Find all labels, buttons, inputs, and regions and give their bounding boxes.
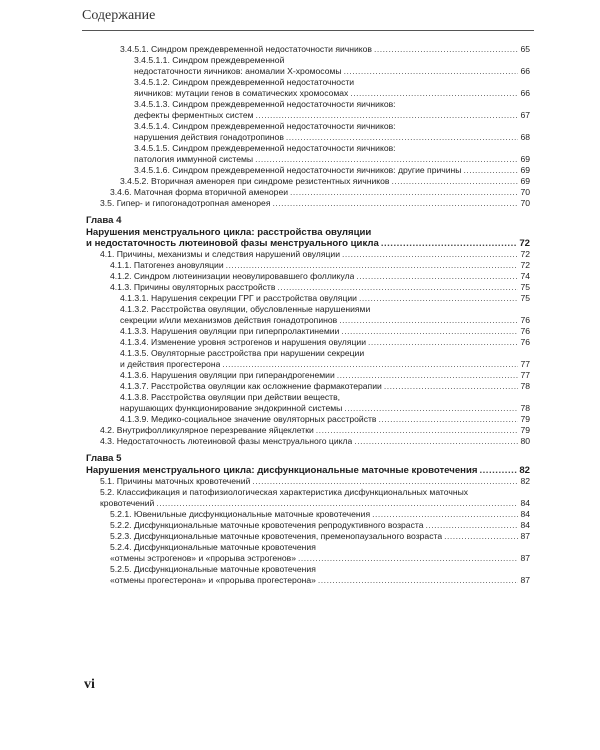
toc-entry[interactable] [0,165,530,176]
toc-entry-text: 4.1.3.5. Овуляторные расстройства при нарушении секреции [120,348,365,358]
toc-entry[interactable] [0,293,530,304]
toc-entry-line [110,509,530,520]
dot-leader [350,88,518,99]
toc-entry-text: 4.1.3.8. Расстройства овуляции при действии веществ, [120,392,341,402]
toc-entry-line [110,553,530,564]
toc-entry-text: 5.2.1. Ювенильные дисфункциональные маточные кровотечения [110,509,371,519]
toc-entry-line [100,425,530,436]
toc-page-number: 80 [520,436,530,446]
toc-entry[interactable] [0,55,530,77]
dot-leader [356,271,518,282]
toc-entry-text: 4.1.3.1. Нарушения секреции ГРГ и расстройства овуляции [120,293,357,303]
toc-entry[interactable] [0,77,530,99]
dot-leader [381,238,518,249]
toc-entry-text: кровотечений [100,498,155,508]
toc-entry-line [134,165,530,176]
toc-entry[interactable] [0,337,530,348]
toc-page-number: 79 [520,414,530,424]
toc-entry-text: «отмены прогестерона» и «прорыва прогестерона» [110,575,316,585]
toc-entry-line [110,520,530,531]
toc-entry-line [100,436,530,447]
toc-entry[interactable] [0,187,530,198]
toc-entry-line [100,498,530,509]
toc-page-number: 69 [520,165,530,175]
toc-entry[interactable] [0,370,530,381]
toc-page-number: 87 [520,553,530,563]
toc-entry-line [120,370,530,381]
toc-page-number: 87 [520,531,530,541]
toc-entry-line [110,271,530,282]
toc-page-number: 82 [520,476,530,486]
toc-entry-text: 4.1. Причины, механизмы и следствия нарушений овуляции [100,249,341,259]
dot-leader [298,553,518,564]
dot-leader [391,176,518,187]
toc-entry-text: 5.2.3. Дисфункциональные маточные кровотечения, пременопаузального возраста [110,531,443,541]
toc-entry-line [120,176,530,187]
toc-entry-text: и недостаточность лютеиновой фазы менструального цикла [86,238,379,249]
toc-entry-text: 3.4.5.2. Вторичная аменорея при синдроме резистентных яичников [120,176,390,186]
toc-page-number: 84 [520,498,530,508]
toc-entry-line [120,337,530,348]
toc-page-number: 70 [520,187,530,197]
dot-leader [256,110,519,121]
chapter-label: Глава 4 [86,215,122,226]
dot-leader [339,315,518,326]
toc-entry-text: 3.4.5.1.6. Синдром преждевременной недостаточности яичников: другие причины [134,165,462,175]
dot-leader [372,509,518,520]
toc-page-number: 66 [520,66,530,76]
dot-leader [368,337,518,348]
toc-entry[interactable] [0,249,530,260]
toc-entry[interactable] [0,520,530,531]
toc-page-number: 72 [520,260,530,270]
toc-entry-line [134,66,530,77]
toc-entry-text: 3.4.5.1.2. Синдром преждевременной недостаточности [134,77,355,87]
toc-entry[interactable] [0,425,530,436]
page-number: vi [84,677,95,692]
dot-leader [318,575,519,586]
toc-entry-line [86,465,530,476]
toc-entry-text: «отмены эстрогенов» и «прорыва эстрогенов» [110,553,297,563]
toc-page-number: 75 [520,293,530,303]
header-rule [82,30,534,31]
dot-leader [255,154,518,165]
toc-page-number: 72 [520,249,530,259]
toc-entry-text: 5.2.5. Дисфункциональные маточные кровотечения [110,564,316,574]
toc-page-number: 76 [520,326,530,336]
toc-entry-line [120,403,530,414]
toc-chapter-entry[interactable] [0,227,530,249]
dot-leader [374,44,518,55]
toc-entry-line [100,249,530,260]
dot-leader [222,359,518,370]
toc-entry[interactable] [0,509,530,520]
toc-entry[interactable] [0,542,530,564]
toc-entry[interactable] [0,271,530,282]
toc-entry-text: 4.1.3. Причины овуляторных расстройств [110,282,276,292]
toc-page-number: 77 [520,370,530,380]
toc-entry-line [110,575,530,586]
toc-chapter-entry[interactable] [0,465,530,476]
toc-entry-text: недостаточности яичников: аномалии Х-хромосомы [134,66,342,76]
toc-entry[interactable] [0,99,530,121]
toc-entry-text: нарушающих функционирование эндокринной системы [120,403,343,413]
toc-entry-line [100,476,530,487]
dot-leader [286,132,519,143]
toc-entry-text: 4.3. Недостаточность лютеиновой фазы менструального цикла [100,436,353,446]
toc-page-number: 76 [520,337,530,347]
toc-entry-text: секреции и/или механизмов действия гонадотропинов [120,315,338,325]
toc-page-number: 84 [520,509,530,519]
dot-leader [344,403,518,414]
toc-entry-line [134,88,530,99]
toc-entry[interactable] [0,121,530,143]
toc-page-number: 69 [520,154,530,164]
toc-entry-text: 4.1.3.4. Изменение уровня эстрогенов и нарушения овуляции [120,337,366,347]
toc-entry-line [110,282,530,293]
toc-entry-line [134,132,530,143]
toc-entry[interactable] [0,44,530,55]
toc-page-number: 84 [520,520,530,530]
toc-entry-text: 4.2. Внутрифолликулярное перезревание яйцеклетки [100,425,314,435]
toc-entry-line [134,110,530,121]
toc-entry-line [110,260,530,271]
dot-leader [226,260,519,271]
toc-entry[interactable] [0,198,530,209]
toc-page-number: 70 [520,198,530,208]
dot-leader [479,465,517,476]
toc-entry-text: 3.4.5.1.5. Синдром преждевременной недостаточности яичников: [134,143,396,153]
dot-leader [379,414,519,425]
dot-leader [426,520,519,531]
toc-page-number: 79 [520,425,530,435]
toc-entry-text: 4.1.3.7. Расстройства овуляции как осложнение фармакотерапии [120,381,382,391]
toc-page-number: 65 [520,44,530,54]
toc-page-number: 77 [520,359,530,369]
toc-page-number: 74 [520,271,530,281]
dot-leader [156,498,518,509]
toc-entry-line [120,381,530,392]
dot-leader [463,165,518,176]
toc-entry[interactable] [0,392,530,414]
toc-entry-line [86,238,530,249]
dot-leader [344,66,519,77]
toc-page-number: 87 [520,575,530,585]
toc-entry[interactable] [0,436,530,447]
toc-page-number: 67 [520,110,530,120]
toc-entry-text: нарушения действия гонадотропинов [134,132,284,142]
toc-entry-line [120,293,530,304]
toc-entry[interactable] [0,304,530,326]
toc-entry-text: 3.4.5.1. Синдром преждевременной недостаточности яичников [120,44,372,54]
dot-leader [444,531,518,542]
toc-entry[interactable] [0,487,530,509]
dot-leader [359,293,518,304]
dot-leader [277,282,518,293]
toc-page-number: 69 [520,176,530,186]
dot-leader [290,187,518,198]
toc-entry-text: и действия прогестерона [120,359,221,369]
toc-page-number: 82 [519,465,530,476]
dot-leader [354,436,518,447]
toc-entry[interactable] [0,326,530,337]
toc-entry-text: 5.2.2. Дисфункциональные маточные кровотечения репродуктивного возраста [110,520,424,530]
toc-entry-text: патология иммунной системы [134,154,254,164]
dot-leader [252,476,518,487]
toc-entry-text: 4.1.3.9. Медико-социальное значение овуляторных расстройств [120,414,377,424]
toc-entry-text: 3.4.6. Маточная форма вторичной аменореи [110,187,289,197]
toc-page-number: 72 [519,238,530,249]
toc-entry-line [110,531,530,542]
toc-entry-line [120,359,530,370]
toc-entry-text: 4.1.3.2. Расстройства овуляции, обусловленные нарушениями [120,304,371,314]
toc-entry-text: 3.4.5.1.4. Синдром преждевременной недостаточности яичников: [134,121,396,131]
toc-entry-text: 3.4.5.1.1. Синдром преждевременной [134,55,285,65]
toc-entry-line [134,154,530,165]
toc-entry-text: яичников: мутации генов в соматических хромосомах [134,88,349,98]
dot-leader [316,425,519,436]
dot-leader [384,381,519,392]
toc-entry-line [120,414,530,425]
toc-entry[interactable] [0,143,530,165]
toc-entry-text: 4.1.3.6. Нарушения овуляции при гиперандрогенемии [120,370,335,380]
toc-page-number: 78 [520,381,530,391]
chapter-label: Глава 5 [86,453,122,464]
toc-entry-text: 5.2. Классификация и патофизиологическая характеристика дисфункциональных маточных [100,487,469,497]
toc-entry[interactable] [0,176,530,187]
toc-entry-text: Нарушения менструального цикла: расстройства овуляции [86,227,372,238]
toc-entry[interactable] [0,381,530,392]
dot-leader [273,198,519,209]
toc-entry-line [120,315,530,326]
toc-entry[interactable] [0,414,530,425]
dot-leader [342,249,518,260]
toc-entry-text: Нарушения менструального цикла: дисфункциональные маточные кровотечения [86,465,478,476]
toc-entry-text: 5.1. Причины маточных кровотечений [100,476,251,486]
toc-page-number: 66 [520,88,530,98]
toc-entry[interactable] [0,348,530,370]
toc-entry[interactable] [0,476,530,487]
running-header-title: Содержание [82,8,156,23]
toc-entry[interactable] [0,260,530,271]
toc-entry[interactable] [0,531,530,542]
toc-entry-line [110,187,530,198]
toc-entry-text: 5.2.4. Дисфункциональные маточные кровотечения [110,542,316,552]
toc-entry[interactable] [0,282,530,293]
toc-entry-text: 3.5. Гипер- и гипогонадотропная аменорея [100,198,271,208]
toc-entry-line [120,44,530,55]
table-of-contents [0,44,600,586]
toc-entry-text: 4.1.1. Патогенез ановуляции [110,260,224,270]
toc-entry-line [100,198,530,209]
dot-leader [341,326,518,337]
toc-entry-text: дефекты ферментных систем [134,110,254,120]
toc-entry-text: 4.1.2. Синдром лютеинизации неовулировавшего фолликула [110,271,355,281]
toc-entry[interactable] [0,564,530,586]
dot-leader [337,370,519,381]
toc-page-number: 76 [520,315,530,325]
toc-page-number: 75 [520,282,530,292]
toc-page-number: 68 [520,132,530,142]
toc-entry-line [120,326,530,337]
page-header [0,0,600,34]
toc-page-number: 78 [520,403,530,413]
toc-entry-text: 4.1.3.3. Нарушения овуляции при гиперпролактинемии [120,326,340,336]
toc-entry-text: 3.4.5.1.3. Синдром преждевременной недостаточности яичников: [134,99,396,109]
